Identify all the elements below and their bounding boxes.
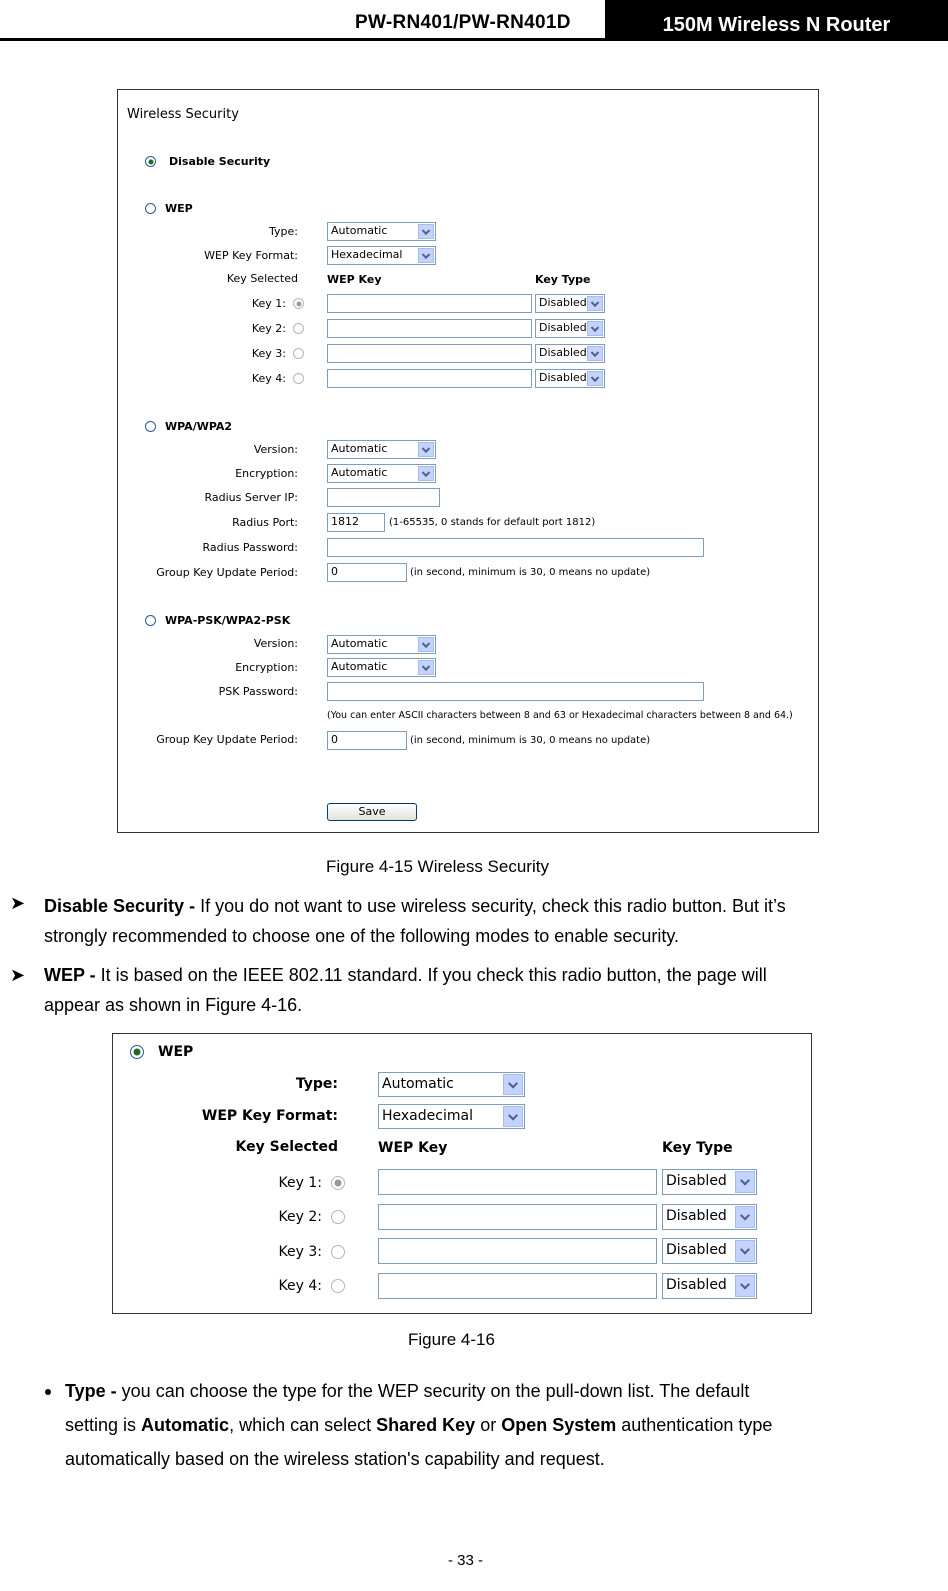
chevron-down-icon [418, 442, 434, 457]
wep-paragraph: WEP - It is based on the IEEE 802.11 standard. If you check this radio button, the page will appear as shown in Figure 4-16. [44, 965, 767, 1015]
key-2-type-select[interactable]: Disabled [535, 319, 605, 338]
bullet-dot-icon [45, 1389, 51, 1395]
key-2-input[interactable] [327, 319, 532, 338]
key-3-label: Key 3: [251, 347, 286, 360]
figure-4-15-wireless-security [117, 89, 819, 833]
wpa-group-key-label: Group Key Update Period: [156, 566, 298, 579]
key-1-type-select[interactable]: Disabled [535, 294, 605, 313]
wep-radio[interactable] [130, 1045, 144, 1059]
key-3-input[interactable] [378, 1238, 657, 1264]
disable-security-label: Disable Security [169, 155, 271, 168]
wpa-encryption-select[interactable]: Automatic [327, 464, 436, 483]
key-3-radio[interactable] [293, 348, 304, 359]
wpa-psk-label: WPA-PSK/WPA2-PSK [165, 614, 291, 627]
figure-4-15-caption: Figure 4-15 Wireless Security [326, 857, 549, 876]
wpa-radio[interactable] [145, 421, 156, 432]
radius-port-label: Radius Port: [232, 516, 298, 529]
psk-password-label: PSK Password: [218, 685, 298, 698]
key-4-label: Key 4: [278, 1278, 322, 1294]
save-button[interactable]: Save [327, 803, 417, 821]
wep-type-label: Type: [295, 1076, 338, 1092]
chevron-down-icon [418, 224, 434, 239]
psk-version-select[interactable]: Automatic [327, 635, 436, 654]
psk-group-key-input[interactable]: 0 [327, 731, 407, 750]
radius-server-ip-label: Radius Server IP: [204, 491, 298, 504]
key-1-label: Key 1: [251, 297, 286, 310]
disable-security-paragraph: Disable Security - If you do not want to use wireless security, check this radio button. But it’s strongly recommended to choose one of the following modes to enable security. [44, 896, 786, 946]
wep-key-format-label: WEP Key Format: [204, 249, 298, 262]
key-3-input[interactable] [327, 344, 532, 363]
figure-4-16-wep [112, 1033, 812, 1314]
key-selected-label: Key Selected [235, 1139, 338, 1155]
psk-version-label: Version: [253, 637, 298, 650]
wep-key-format-label: WEP Key Format: [201, 1108, 338, 1124]
key-1-type-select[interactable]: Disabled [662, 1169, 757, 1195]
disable-security-term: Disable Security - [44, 896, 196, 916]
key-3-label: Key 3: [278, 1244, 322, 1260]
key-selected-label: Key Selected [226, 272, 298, 285]
wep-key-format-select[interactable]: Hexadecimal [378, 1104, 525, 1129]
chevron-down-icon [587, 371, 603, 386]
radius-server-ip-input[interactable] [327, 488, 440, 507]
wpa-version-select[interactable]: Automatic [327, 440, 436, 459]
header-product: 150M Wireless N Router [605, 0, 948, 40]
type-term: Type - [65, 1381, 117, 1401]
type-paragraph: Type - you can choose the type for the WEP security on the pull-down list. The default setting is Automatic, which can select Shared Key or Open System authentication type automatically based on the wireless station's capability and request. [65, 1381, 773, 1469]
radius-port-hint: (1-65535, 0 stands for default port 1812) [389, 517, 596, 528]
key-2-label: Key 2: [278, 1209, 322, 1225]
key-1-input[interactable] [327, 294, 532, 313]
psk-group-key-label: Group Key Update Period: [156, 733, 298, 746]
chevron-down-icon [587, 346, 603, 361]
key-2-radio[interactable] [293, 323, 304, 334]
radius-password-input[interactable] [327, 538, 704, 557]
wep-label: WEP [158, 1044, 194, 1060]
key-1-radio[interactable] [331, 1176, 345, 1190]
wep-key-header: WEP Key [327, 273, 382, 286]
key-type-header: Key Type [662, 1140, 733, 1156]
radius-password-label: Radius Password: [202, 541, 298, 554]
key-3-type-select[interactable]: Disabled [662, 1238, 757, 1264]
bullet-arrow-icon: ➤ [10, 965, 26, 985]
chevron-down-icon [503, 1074, 523, 1095]
chevron-down-icon [735, 1240, 755, 1262]
wep-key-format-select[interactable]: Hexadecimal [327, 246, 436, 265]
wep-type-select[interactable]: Automatic [378, 1072, 525, 1097]
wep-label: WEP [165, 202, 193, 215]
panel-title: Wireless Security [127, 107, 239, 122]
key-3-type-select[interactable]: Disabled [535, 344, 605, 363]
wpa-group-key-hint: (in second, minimum is 30, 0 means no update) [410, 567, 651, 578]
wep-type-label: Type: [269, 225, 298, 238]
key-2-radio[interactable] [331, 1210, 345, 1224]
wep-key-header: WEP Key [378, 1140, 448, 1156]
key-1-label: Key 1: [278, 1175, 322, 1191]
wep-type-select[interactable]: Automatic [327, 222, 436, 241]
key-2-type-select[interactable]: Disabled [662, 1204, 757, 1230]
key-3-radio[interactable] [331, 1245, 345, 1259]
chevron-down-icon [418, 660, 434, 675]
psk-encryption-select[interactable]: Automatic [327, 658, 436, 677]
chevron-down-icon [418, 637, 434, 652]
page-number: - 33 - [448, 1552, 484, 1569]
key-1-radio[interactable] [293, 298, 304, 309]
psk-encryption-label: Encryption: [235, 661, 298, 674]
wep-term: WEP - [44, 965, 96, 985]
chevron-down-icon [735, 1171, 755, 1193]
disable-security-radio[interactable] [145, 156, 156, 167]
chevron-down-icon [503, 1106, 523, 1127]
key-2-label: Key 2: [251, 322, 286, 335]
key-4-radio[interactable] [331, 1279, 345, 1293]
key-4-input[interactable] [378, 1273, 657, 1299]
wpa-label: WPA/WPA2 [165, 420, 233, 433]
key-4-input[interactable] [327, 369, 532, 388]
header-rule [0, 38, 948, 41]
wpa-version-label: Version: [253, 443, 298, 456]
wep-radio[interactable] [145, 203, 156, 214]
wpa-encryption-label: Encryption: [235, 467, 298, 480]
chevron-down-icon [587, 296, 603, 311]
psk-password-hint: (You can enter ASCII characters between 8 and 63 or Hexadecimal characters between 8 and 64.) [327, 710, 793, 721]
key-4-label: Key 4: [251, 372, 286, 385]
key-type-header: Key Type [535, 273, 591, 286]
chevron-down-icon [418, 248, 434, 263]
chevron-down-icon [587, 321, 603, 336]
header-model: PW-RN401/PW-RN401D [355, 12, 571, 33]
key-4-type-select[interactable]: Disabled [535, 369, 605, 388]
figure-4-16-caption: Figure 4-16 [408, 1330, 495, 1349]
psk-group-key-hint: (in second, minimum is 30, 0 means no update) [410, 735, 651, 746]
psk-password-input[interactable] [327, 682, 704, 701]
chevron-down-icon [735, 1206, 755, 1228]
wpa-group-key-input[interactable]: 0 [327, 563, 407, 582]
wpa-psk-radio[interactable] [145, 615, 156, 626]
key-4-type-select[interactable]: Disabled [662, 1273, 757, 1299]
chevron-down-icon [735, 1275, 755, 1297]
chevron-down-icon [418, 466, 434, 481]
radius-port-input[interactable]: 1812 [327, 513, 385, 532]
bullet-arrow-icon: ➤ [10, 893, 26, 913]
key-1-input[interactable] [378, 1169, 657, 1195]
key-2-input[interactable] [378, 1204, 657, 1230]
key-4-radio[interactable] [293, 373, 304, 384]
